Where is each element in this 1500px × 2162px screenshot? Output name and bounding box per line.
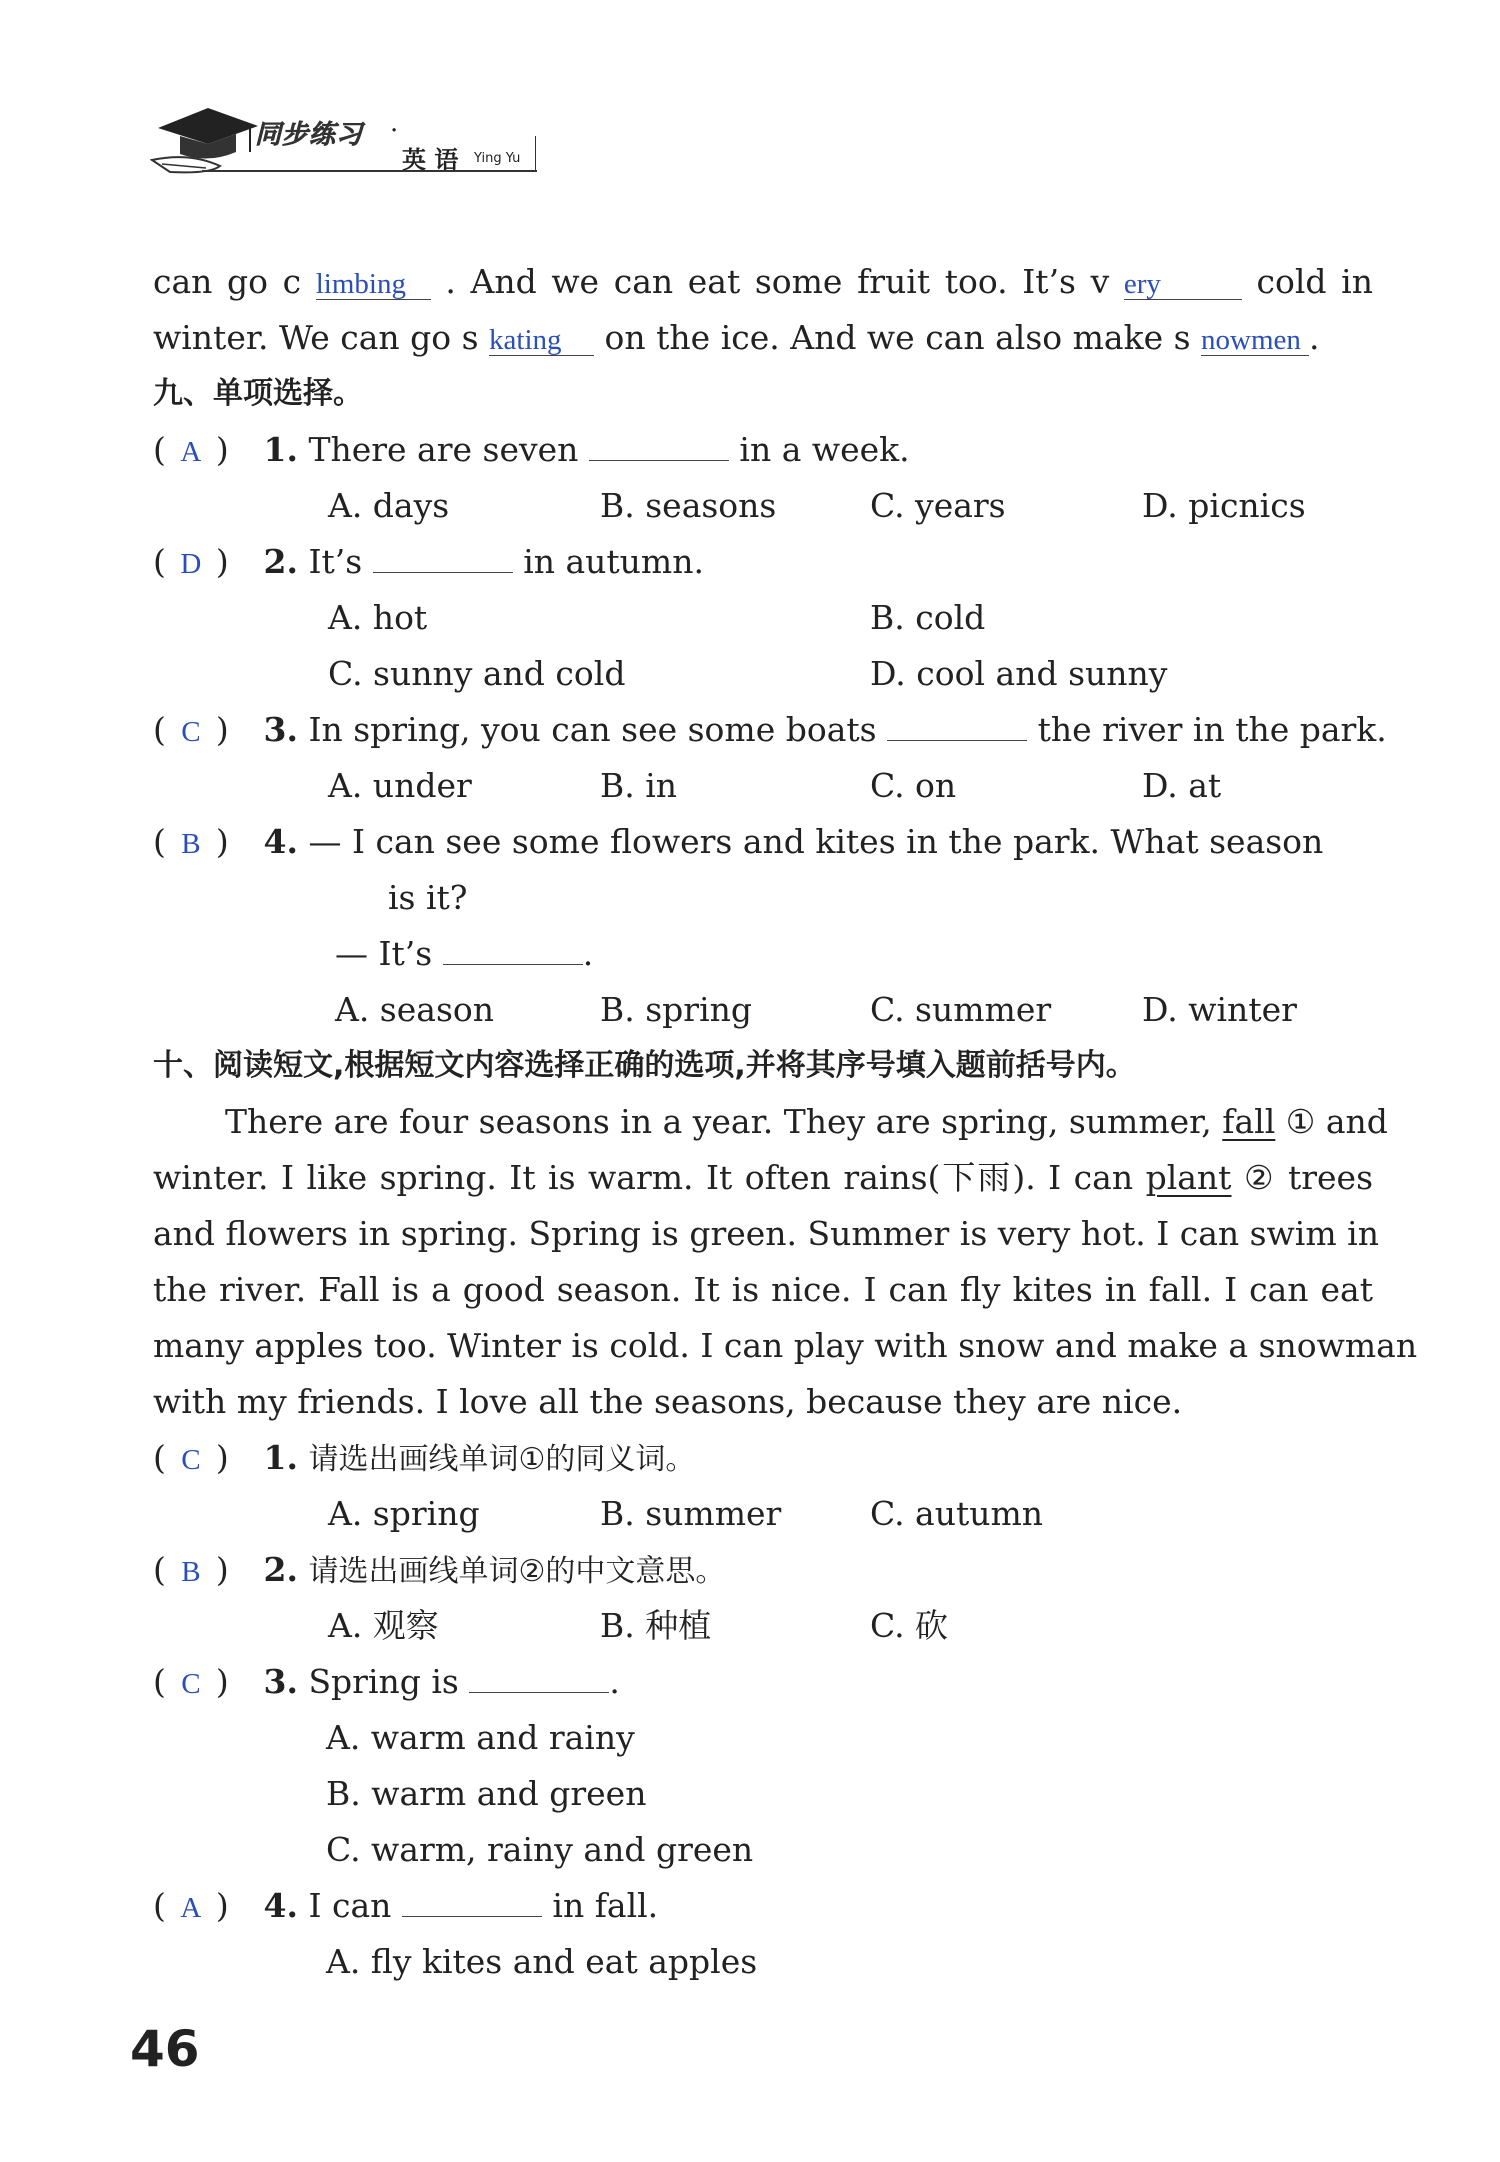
graduation-cap-icon (150, 100, 260, 180)
option: D. at (1142, 766, 1222, 805)
passage-line-1: There are four seasons in a year. They are spring, summer, fall ① and (225, 1102, 1388, 1141)
blank[interactable] (589, 432, 729, 461)
answer-9-4: B (181, 828, 201, 860)
option: C. sunny and cold (328, 654, 626, 693)
option: A. fly kites and eat apples (326, 1942, 758, 1981)
option: B. warm and green (326, 1774, 647, 1813)
book-title: 同步练习 (255, 120, 364, 150)
blank[interactable] (373, 544, 513, 573)
intro-line-2: winter. We can go s kating on the ice. And we can also make s nowmen . (153, 318, 1320, 357)
intro-line-1: can go c limbing . And we can eat some fruit too. It’s v ery cold in (153, 262, 1373, 301)
blank[interactable] (469, 1664, 609, 1693)
answer-10-3: C (181, 1668, 201, 1700)
option: A. season (335, 990, 495, 1029)
option: B. cold (870, 598, 986, 637)
section-9-title: 九、单项选择。 (153, 376, 363, 411)
option: B. in (600, 766, 678, 805)
answer-skating: kating (489, 324, 562, 356)
option: C. summer (870, 990, 1052, 1029)
option: A. hot (328, 598, 428, 637)
question-9-4: ( B ) 4. — I can see some flowers and kites in the park. What season (153, 822, 1323, 864)
section-10-title: 十、阅读短文,根据短文内容选择正确的选项,并将其序号填入题前括号内。 (153, 1048, 1136, 1083)
option: A. spring (328, 1494, 480, 1533)
blank[interactable] (443, 936, 583, 965)
option: B. spring (600, 990, 752, 1029)
option: C. 砍 (870, 1606, 949, 1645)
subject-label: 英 语 (402, 146, 459, 174)
option: A. warm and rainy (326, 1718, 635, 1757)
option: B. 种植 (600, 1606, 712, 1645)
answer-9-1: A (180, 436, 202, 468)
question-9-2: ( D ) 2. It’s in autumn. (153, 542, 704, 584)
question-9-3: ( C ) 3. In spring, you can see some boats the river in the park. (153, 710, 1387, 752)
option: B. summer (600, 1494, 782, 1533)
header-dot: · (390, 116, 399, 146)
answer-snowmen: nowmen (1201, 324, 1301, 356)
question-10-1: ( C ) 1. 请选出画线单词①的同义词。 (153, 1438, 695, 1480)
answer-9-3: C (181, 716, 201, 748)
option: D. picnics (1142, 486, 1306, 525)
option: A. under (328, 766, 472, 805)
option: A. 观察 (328, 1606, 439, 1645)
question-9-4-line-3: — It’s . (335, 934, 594, 973)
question-9-4-line-2: is it? (388, 878, 468, 917)
answer-10-4: A (180, 1892, 202, 1924)
underlined-word-plant: plant (1145, 1158, 1232, 1197)
subject-pinyin: Ying Yu (474, 151, 521, 166)
question-10-2: ( B ) 2. 请选出画线单词②的中文意思。 (153, 1550, 725, 1592)
option: C. on (870, 766, 957, 805)
option: C. warm, rainy and green (326, 1830, 754, 1869)
underlined-word-fall: fall (1222, 1102, 1276, 1141)
header-rule-end (535, 136, 536, 171)
passage-line-2: winter. I like spring. It is warm. It often rains(下雨). I can plant ② trees (153, 1158, 1374, 1197)
passage-line-5: many apples too. Winter is cold. I can play with snow and make a snowman (153, 1326, 1418, 1365)
passage-line-6: with my friends. I love all the seasons, because they are nice. (153, 1382, 1183, 1421)
option: D. winter (1142, 990, 1297, 1029)
answer-very: ery (1123, 268, 1161, 300)
answer-10-1: C (181, 1444, 201, 1476)
header-rule (202, 170, 537, 172)
option: C. years (870, 486, 1006, 525)
answer-9-2: D (180, 548, 202, 580)
option: A. days (328, 486, 450, 525)
option: D. cool and sunny (870, 654, 1168, 693)
passage-line-4: the river. Fall is a good season. It is nice. I can fly kites in fall. I can eat (153, 1270, 1373, 1309)
page-number: 46 (130, 2020, 200, 2078)
answer-climbing: limbing (315, 268, 406, 300)
question-10-3: ( C ) 3. Spring is . (153, 1662, 620, 1704)
blank[interactable] (402, 1888, 542, 1917)
question-9-1: ( A ) 1. There are seven in a week. (153, 430, 910, 472)
question-10-4: ( A ) 4. I can in fall. (153, 1886, 658, 1928)
option: C. autumn (870, 1494, 1044, 1533)
answer-10-2: B (181, 1556, 201, 1588)
option: B. seasons (600, 486, 777, 525)
passage-line-3: and flowers in spring. Spring is green. Summer is very hot. I can swim in (153, 1214, 1379, 1253)
page-header (150, 100, 550, 180)
blank[interactable] (887, 712, 1027, 741)
